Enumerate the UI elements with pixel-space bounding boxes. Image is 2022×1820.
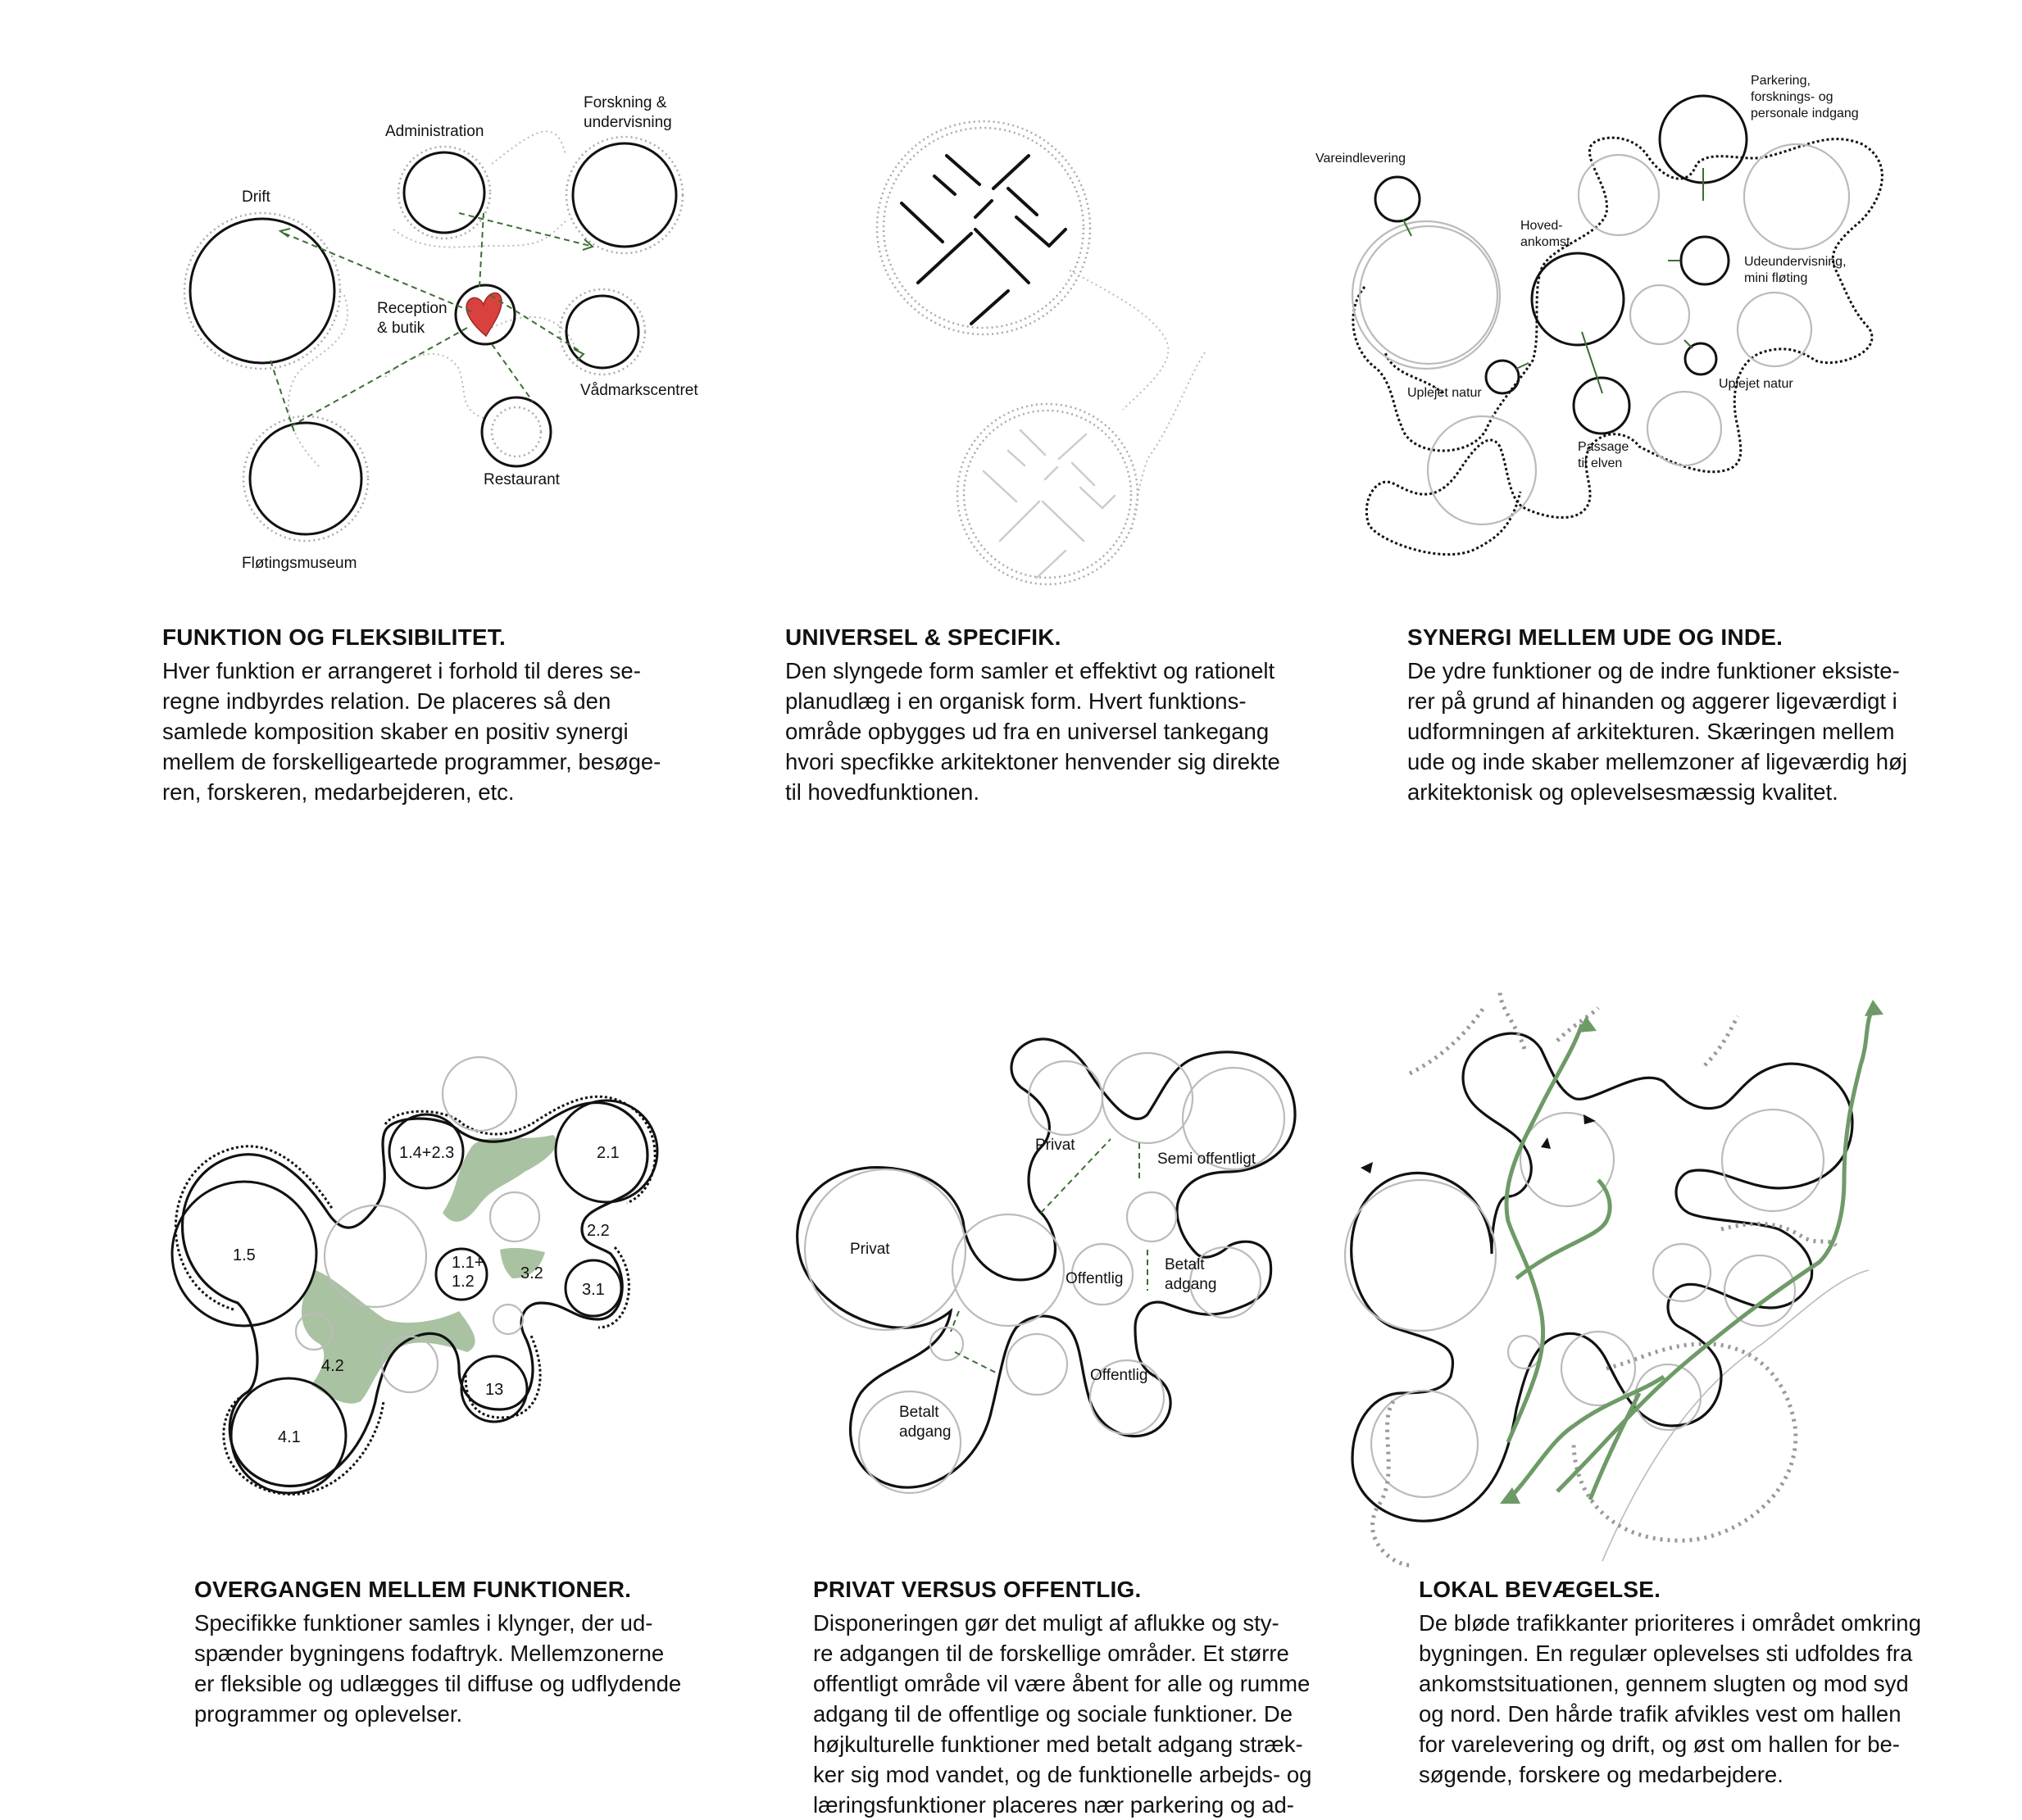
panel-privat bbox=[813, 1577, 1354, 1820]
label-1-4: 1.4+2.3 bbox=[399, 1144, 455, 1162]
diagram-funktion bbox=[184, 94, 698, 572]
heading-synergi: SYNERGI MELLEM UDE OG INDE. bbox=[1407, 624, 1783, 650]
heading-funktion: FUNKTION OG FLEKSIBILITET. bbox=[162, 624, 506, 650]
body-synergi: De ydre funktioner og de indre funktioner eksiste- rer på grund af hinanden og aggerer ligeværdigt i udformningen af arkitekturen. Skæringen mellem ude og inde skaber mellemzoner af ligeværdig høj arkitektonisk og oplevelsesmæssig kvalitet. bbox=[1407, 658, 1907, 805]
panel-overgangen bbox=[194, 1577, 735, 1729]
label-1-5: 1.5 bbox=[233, 1246, 256, 1264]
label-1-2: 1.2 bbox=[452, 1273, 475, 1291]
label-uplejet-left: Uplejet natur bbox=[1407, 386, 1482, 400]
label-parkering-1: Parkering, bbox=[1751, 74, 1811, 88]
label-vatmark: Vådmarkscentret bbox=[580, 382, 698, 399]
label-vareindlevering: Vareindlevering bbox=[1315, 152, 1406, 166]
label-3-2: 3.2 bbox=[520, 1264, 543, 1282]
label-parkering-2: forsknings- og bbox=[1751, 90, 1833, 104]
label-13: 13 bbox=[485, 1381, 504, 1399]
label-2-2: 2.2 bbox=[587, 1222, 610, 1240]
diagram-privat bbox=[797, 1039, 1295, 1493]
label-betalt-l1: Betalt bbox=[899, 1404, 939, 1421]
label-uplejet-right: Uplejet natur bbox=[1719, 377, 1793, 391]
label-parkering-3: personale indgang bbox=[1751, 107, 1859, 120]
green-zone bbox=[443, 1135, 557, 1222]
label-4-2: 4.2 bbox=[321, 1357, 344, 1375]
label-semi: Semi offentligt bbox=[1157, 1151, 1256, 1168]
label-administration: Administration bbox=[385, 123, 484, 140]
heading-lokal: LOKAL BEVÆGELSE. bbox=[1419, 1577, 1661, 1602]
label-privat-top: Privat bbox=[1035, 1137, 1075, 1154]
diagram-lokal bbox=[1345, 992, 1883, 1565]
label-hoved-2: ankomst bbox=[1520, 235, 1570, 249]
arrow-icon bbox=[1584, 1114, 1596, 1124]
label-2-1: 2.1 bbox=[597, 1144, 620, 1162]
body-universel: Den slyngede form samler et effektivt og rationelt planudlæg i en organisk form. Hvert funktions- område opbygges ud fra en universel tankegang hvori specfikke arkitektoner henvender sig direkte til hovedfunktionen. bbox=[785, 658, 1280, 805]
label-betalt-r2: adgang bbox=[1165, 1276, 1217, 1293]
panel-universel bbox=[785, 624, 1326, 807]
label-4-1: 4.1 bbox=[278, 1428, 301, 1446]
label-privat-left: Privat bbox=[850, 1241, 890, 1258]
label-ude-1: Udeundervisning, bbox=[1744, 255, 1847, 269]
arrow-icon bbox=[1361, 1162, 1373, 1173]
label-forskning-2: undervisning bbox=[584, 114, 672, 131]
label-ude-2: mini fløting bbox=[1744, 271, 1808, 285]
label-drift: Drift bbox=[242, 188, 270, 206]
label-hoved-1: Hoved- bbox=[1520, 219, 1563, 233]
label-offentlig-mid: Offentlig bbox=[1066, 1270, 1124, 1287]
body-funktion: Hver funktion er arrangeret i forhold til deres se- regne indbyrdes relation. De placeres så den samlede komposition skaber en positiv synergi mellem de forskelligeartede programmer, besøge- ren, forskeren, medarbejderen, etc. bbox=[162, 658, 661, 805]
label-restaurant: Restaurant bbox=[484, 471, 560, 488]
diagram-overgangen bbox=[172, 1057, 657, 1494]
label-1-1: 1.1+ bbox=[452, 1254, 484, 1272]
label-reception-1: Reception bbox=[377, 300, 448, 317]
heading-privat: PRIVAT VERSUS OFFENTLIG. bbox=[813, 1577, 1142, 1602]
label-betalt-r1: Betalt bbox=[1165, 1256, 1205, 1273]
heading-overgangen: OVERGANGEN MELLEM FUNKTIONER. bbox=[194, 1577, 632, 1602]
panel-funktion bbox=[162, 624, 703, 807]
label-passage-2: til elven bbox=[1578, 456, 1623, 470]
label-offentlig-low: Offentlig bbox=[1090, 1367, 1148, 1384]
heart-icon bbox=[466, 293, 502, 336]
diagram-universel bbox=[877, 121, 1205, 584]
heading-universel: UNIVERSEL & SPECIFIK. bbox=[785, 624, 1061, 650]
body-privat: Disponeringen gør det muligt af aflukke og sty- re adgangen til de forskellige områder. Et større offentligt område vil være åbent for alle og rumme adgang til de offentlige og sociale funktioner. De højkulturelle funktioner med betalt adgang stræk- ker sig mod vandet, og de funktionelle arbejds- og læringsfunktioner placeres nær parkering og ad- bbox=[813, 1610, 1312, 1818]
body-lokal: De bløde trafikkanter prioriteres i området omkring bygningen. En regulær oplevelses sti udfoldes fra ankomstsituationen, gennem slugten og mod syd og nord. Den hårde trafik afvikles vest om hallen for varelevering og drift, og øst om hallen for be- søgende, forskere og medarbejdere. bbox=[1419, 1610, 1921, 1787]
panel-synergi bbox=[1407, 624, 1948, 807]
arrow-icon bbox=[1865, 1000, 1883, 1016]
arrow-icon bbox=[1541, 1137, 1551, 1149]
body-overgangen: Specifikke funktioner samles i klynger, der ud- spænder bygningens fodaftryk. Mellemzonerne er fleksible og udlægges til diffuse og udflydende programmer og oplevelser. bbox=[194, 1610, 682, 1727]
label-reception-2: & butik bbox=[377, 320, 425, 337]
label-flotning: Fløtingsmuseum bbox=[242, 555, 357, 572]
diagram-synergi bbox=[1315, 74, 1882, 555]
label-forskning-1: Forskning & bbox=[584, 94, 667, 111]
panel-lokal bbox=[1419, 1577, 1960, 1790]
label-passage-1: Passage bbox=[1578, 440, 1629, 454]
label-betalt-l2: adgang bbox=[899, 1423, 952, 1441]
label-3-1: 3.1 bbox=[582, 1281, 605, 1299]
